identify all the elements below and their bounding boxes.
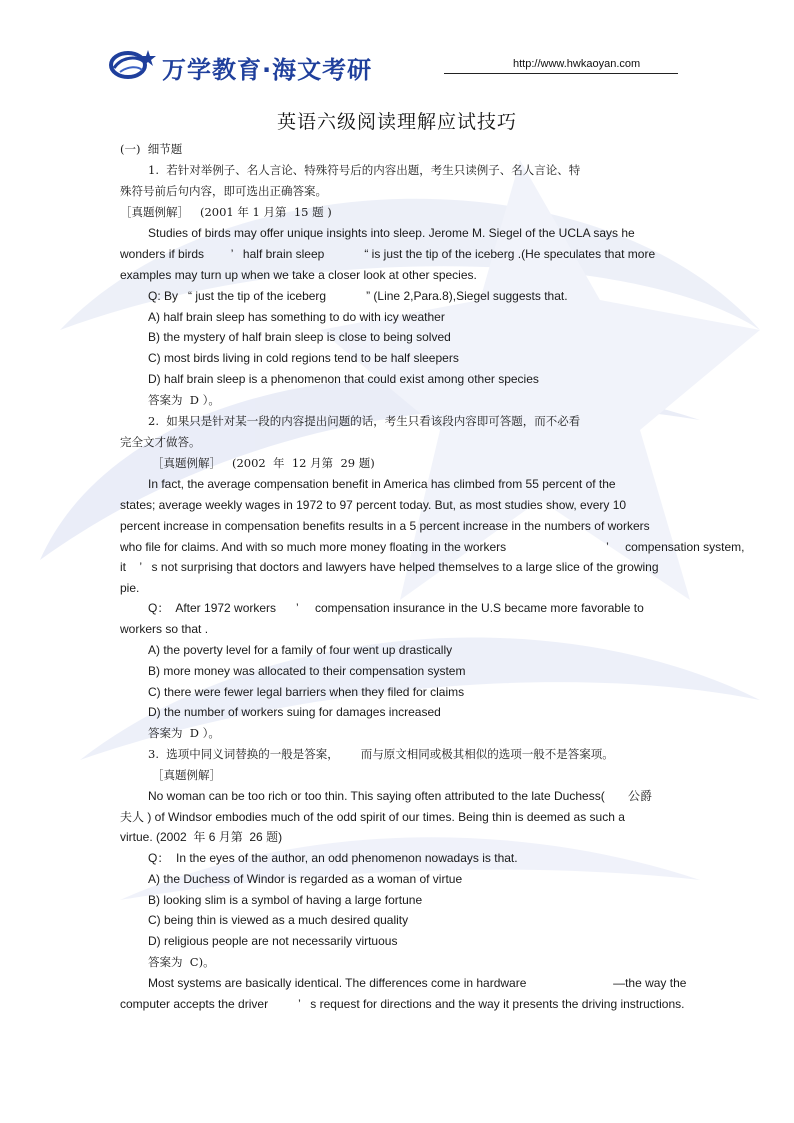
example-heading: ［真题例解］ [152,768,221,782]
example-heading: ［真题例解］ (2001 年 1 月第 15 题 ) [120,205,332,219]
option-line: B) looking slim is a symbol of having a large fortune [148,893,423,907]
brand-name: 万学教育·海文考研 [162,56,373,84]
section-heading: (一) 细节题 [120,142,183,156]
option-line: D) religious people are not necessarily virtuous [148,934,398,948]
question-line: workers so that . [120,622,209,636]
page-title: 英语六级阅读理解应试技巧 [276,111,517,133]
tip-text: 1. 若针对举例子、名人言论、特殊符号后的内容出题，考生只读例子、名人言论、特 [148,163,581,177]
passage-line: pie. [120,581,140,595]
passage-line: virtue. (2002 年 6 月第 26 题) [120,830,283,844]
option-line: D) the number of workers suing for damages increased [148,705,441,719]
question-line: Q： In the eyes of the author, an odd phenomenon nowadays is that. [148,851,518,865]
passage-line: 夫人 ) of Windsor embodies much of the odd spirit of our times. Being thin is deemed as such a [120,810,625,824]
passage-line: examples may turn up when we take a closer look at other species. [120,268,477,282]
question-line: Q: By “ just the tip of the iceberg ” (Line 2,Para.8),Siegel suggests that. [148,289,568,303]
option-line: C) being thin is viewed as a much desired quality [148,913,409,927]
option-line: D) half brain sleep is a phenomenon that could exist among other species [148,372,539,386]
example-heading: ［真题例解］ (2002 年 12 月第 29 题) [152,456,375,470]
option-line: A) the poverty level for a family of four went up drastically [148,643,453,657]
question-line: Q： After 1972 workers ’ compensation insurance in the U.S became more favorable to [148,601,644,615]
passage-line: In fact, the average compensation benefit in America has climbed from 55 percent of the [148,477,616,491]
passage-line: wonders if birds ’ half brain sleep “ is just the tip of the iceberg .(He speculates that more [120,247,656,261]
passage-line: computer accepts the driver ’ s request for directions and the way it presents the driving instructions. [120,997,685,1011]
answer-line: 答案为 D ）。 [148,393,220,407]
passage-line: percent increase in compensation benefits results in a 5 percent increase in the numbers of workers [120,519,650,533]
option-line: A) half brain sleep has something to do with icy weather [148,310,445,324]
passage-line: No woman can be too rich or too thin. This saying often attributed to the late Duchess( 公爵 [148,789,653,803]
passage-line: Most systems are basically identical. The differences come in hardware —the way the [148,976,687,990]
tip-text: 殊符号前后句内容，即可选出正确答案。 [120,184,327,198]
option-line: A) the Duchess of Windor is regarded as a woman of virtue [148,872,463,886]
option-line: B) more money was allocated to their compensation system [148,664,466,678]
passage-line: it ’ s not surprising that doctors and lawyers have helped themselves to a large slice of the growing [120,560,659,574]
passage-line: who file for claims. And with so much more money floating in the workers ’ compensation system, [120,540,745,554]
option-line: C) most birds living in cold regions tend to be half sleepers [148,351,459,365]
passage-line: states; average weekly wages in 1972 to 97 percent today. But, as most studies show, every 10 [120,498,627,512]
passage-line: Studies of birds may offer unique insights into sleep. Jerome M. Siegel of the UCLA says he [148,226,635,240]
option-line: C) there were fewer legal barriers when they filed for claims [148,685,465,699]
option-line: B) the mystery of half brain sleep is close to being solved [148,330,451,344]
tip-text: 2. 如果只是针对某一段的内容提出问题的话，考生只看该段内容即可答题，而不必看 [148,414,581,428]
tip-text: 完全文才做答。 [120,435,201,449]
tip-text: 3. 选项中同义词替换的一般是答案， 而与原文相同或极其相似的选项一般不是答案项。 [148,747,614,761]
answer-line: 答案为 C)。 [148,955,215,969]
website-url[interactable]: http://www.hwkaoyan.com [513,58,641,70]
answer-line: 答案为 D ）。 [148,726,220,740]
